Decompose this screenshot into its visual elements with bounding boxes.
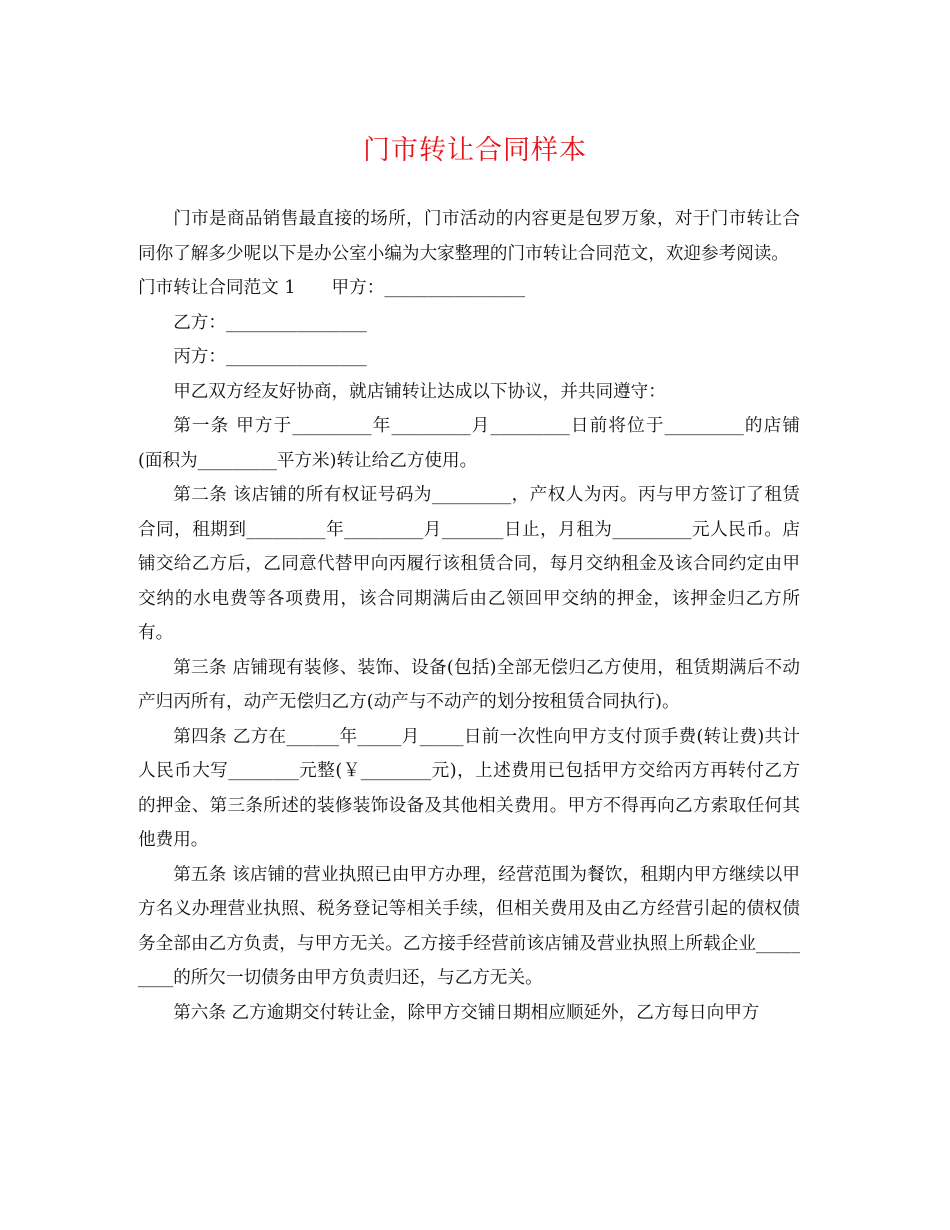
party-a-field: 甲方：________________ [331,278,526,298]
article-3: 第三条 店铺现有装修、装饰、设备(包括)全部无偿归乙方使用，租赁期满后不动产归丙所有，动产无偿归乙方(动产与不动产的划分按租赁合同执行)。 [138,657,800,712]
party-b-field: 乙方：________________ [173,312,367,333]
intro-paragraph: 门市是商品销售最直接的场所，门市活动的内容更是包罗万象，对于门市转让合同你了解多少呢以下是办公室小编为大家整理的门市转让合同范文，欢迎参考阅读。 [138,209,800,264]
sample-heading-line [138,271,800,306]
party-c-field: 丙方：________________ [173,347,367,367]
article-2: 第二条 该店铺的所有权证号码为_________，产权人为丙。丙与甲方签订了租赁合同，租期到_________年_________月_______日止，月租为_________元人民币。店铺交给乙方后，乙同意代替甲向丙履行该租赁合同，每月交纳租金及该合同约定由甲交纳的水电费等各项费用，该合同期满后由乙领回甲交纳的押金，该押金归乙方所有。 [138,485,800,643]
article-5: 第五条 该店铺的营业执照已由甲方办理，经营范围为餐饮，租期内甲方继续以甲方名义办理营业执照、税务登记等相关手续，但相关费用及由乙方经营引起的债权债务全部由乙方负责，与甲方无关。乙方接手经营前该店铺及营业执照上所载企业_________的所欠一切债务由甲方负责归还，与乙方无关。 [138,864,800,988]
article-4: 第四条 乙方在______年_____月_____日前一次性向甲方支付顶手费(转让费)共计人民币大写________元整(￥________元)，上述费用已包括甲方交给丙方再转付乙方的押金、第三条所述的装修装饰设备及其他相关费用。甲方不得再向乙方索取任何其他费用。 [138,726,800,850]
document-title: 门市转让合同样本 [363,135,587,166]
article-6: 第六条 乙方逾期交付转让金，除甲方交铺日期相应顺延外，乙方每日向甲方 [173,1002,760,1023]
agreement-paragraph: 甲乙双方经友好协商，就店铺转让达成以下协议，并共同遵守： [173,381,666,402]
article-1: 第一条 甲方于_________年_________月_________日前将位于_________的店铺(面积为_________平方米)转让给乙方使用。 [138,416,800,471]
document-body [138,202,800,1030]
sample-heading: 门市转让合同范文 1 [138,278,296,298]
